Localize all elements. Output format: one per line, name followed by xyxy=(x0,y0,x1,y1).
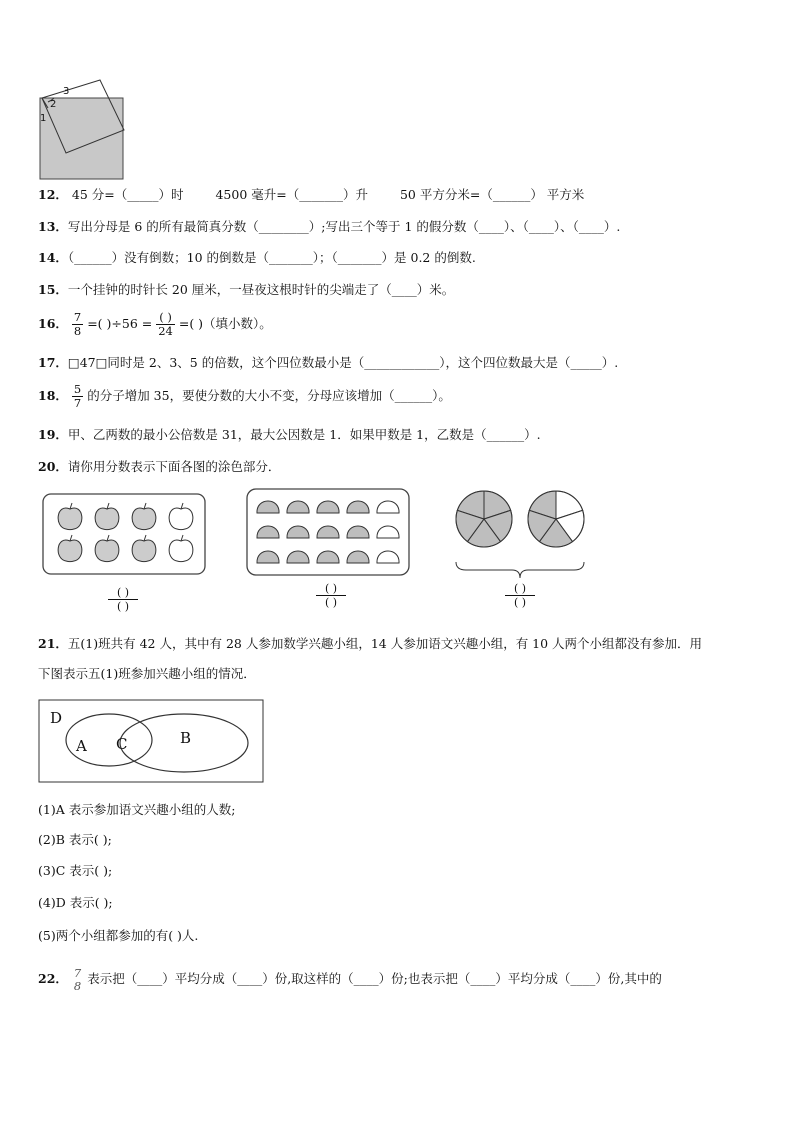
angle-label-1: 1 xyxy=(40,113,47,124)
q19-text: 甲、乙两数的最小公倍数是 31，最大公因数是 1．如果甲数是 1，乙数是（______）. xyxy=(67,427,541,442)
fraction-numerator: ( ) xyxy=(316,582,346,596)
venn-label-d: D xyxy=(50,709,63,727)
fruit-box-diagram xyxy=(244,486,412,578)
q16-tail: =( )（填小数）。 xyxy=(178,316,272,331)
apple-shaded xyxy=(132,508,156,530)
fruit-plain xyxy=(377,501,399,513)
apple-shaded xyxy=(132,540,156,562)
fruit-shaded xyxy=(347,551,369,563)
angle-label-2: 2 xyxy=(50,99,57,110)
q21-item-4: (4)D 表示( ); xyxy=(38,895,113,910)
q12-part1: 45 分=（_____）时 xyxy=(71,187,184,202)
question-15 xyxy=(38,282,454,298)
apple-shaded xyxy=(95,540,119,562)
question-number: 18． xyxy=(38,388,68,403)
q21-item-2: (2)B 表示( ); xyxy=(38,832,112,847)
question-19 xyxy=(38,427,541,443)
fruit-shaded xyxy=(317,526,339,538)
question-number: 21． xyxy=(38,636,68,651)
fraction-denominator: 8 xyxy=(73,324,82,338)
fraction-denominator: ( ) xyxy=(513,596,527,609)
q15-text: 一个挂钟的时针长 20 厘米，一昼夜这根时针的尖端走了（____）米。 xyxy=(67,282,455,297)
question-12 xyxy=(38,187,584,203)
question-21-line2 xyxy=(38,666,256,682)
q21-item-1: (1)A 表示参加语文兴趣小组的人数; xyxy=(38,802,236,817)
fraction-denominator: ( ) xyxy=(116,600,130,613)
fruit-shaded xyxy=(257,501,279,513)
circle-figure xyxy=(452,484,588,580)
apple-fraction xyxy=(108,586,138,613)
question-13 xyxy=(38,219,620,235)
q14-text: （______）没有倒数；10 的倒数是（_______）；（_______）是 0.2 的倒数. xyxy=(67,250,476,265)
fruit-shaded xyxy=(317,501,339,513)
q21-item-5: (5)两个小组都参加的有( )人. xyxy=(38,928,199,943)
angle-label-3: 3 xyxy=(63,86,70,97)
question-18 xyxy=(38,380,451,412)
fruit-shaded xyxy=(287,501,309,513)
question-number: 16． xyxy=(38,316,68,331)
apple-figure xyxy=(40,490,208,578)
fruit-plain xyxy=(377,526,399,538)
q16-middle: =( )÷56 = xyxy=(87,316,153,331)
question-number: 13． xyxy=(38,219,68,234)
fruit-plain xyxy=(377,551,399,563)
fruit-shaded xyxy=(257,526,279,538)
square-overlap-diagram xyxy=(38,78,128,182)
pie-circles-diagram xyxy=(452,484,588,580)
apple-shaded xyxy=(58,540,82,562)
fraction-7-8 xyxy=(72,967,83,993)
question-17 xyxy=(38,355,618,371)
fraction-numerator: 5 xyxy=(73,382,82,396)
venn-label-c: C xyxy=(116,735,128,753)
venn-svg xyxy=(38,699,265,784)
apple-plain xyxy=(169,540,193,562)
q13-text: 写出分母是 6 的所有最简真分数（________）;写出三个等于 1 的假分数（____）、（____）、（____）. xyxy=(67,219,621,234)
q21-item-3: (3)C 表示( ); xyxy=(38,863,113,878)
fraction-denominator: 7 xyxy=(73,396,82,410)
fraction-numerator: ( ) xyxy=(156,311,175,325)
question-16 xyxy=(38,308,272,340)
fraction-numerator: 7 xyxy=(73,965,82,980)
fruit-figure xyxy=(244,486,412,578)
fruit-shaded xyxy=(347,526,369,538)
fruit-shaded xyxy=(347,501,369,513)
fraction-numerator: 7 xyxy=(73,310,82,324)
q12-part3: 50 平方分米=（______） 平方米 xyxy=(399,187,585,202)
q22-text: 表示把（____）平均分成（____）份,取这样的（____）份;也表示把（____）平均分成（____）份,其中的 xyxy=(87,971,662,986)
q18-text: 的分子增加 35，要使分数的大小不变，分母应该增加（______）。 xyxy=(87,388,451,403)
fraction-numerator: ( ) xyxy=(108,586,138,600)
fraction-5-7 xyxy=(72,383,83,410)
apple-shaded xyxy=(95,508,119,530)
fruit-fraction xyxy=(316,582,346,609)
question-number: 19． xyxy=(38,427,68,442)
fraction-denominator: 8 xyxy=(73,978,82,993)
fruit-shaded xyxy=(287,526,309,538)
question-number: 15． xyxy=(38,282,68,297)
q12-part2: 4500 毫升=（_______）升 xyxy=(215,187,368,202)
fraction-7-8 xyxy=(72,311,83,338)
fruit-shaded xyxy=(287,551,309,563)
q17-text: □47□同时是 2、3、5 的倍数，这个四位数最小是（____________），这个四位数最大是（_____）. xyxy=(67,355,619,370)
fraction-blank-24 xyxy=(156,311,175,338)
question-14 xyxy=(38,250,476,266)
venn-diagram xyxy=(38,699,265,784)
fraction-denominator: 24 xyxy=(158,324,173,338)
fraction-numerator: ( ) xyxy=(505,582,535,596)
apple-shaded xyxy=(58,508,82,530)
question-number: 17． xyxy=(38,355,68,370)
venn-label-a: A xyxy=(76,737,87,755)
fruit-shaded xyxy=(257,551,279,563)
q21-line1: 五(1)班共有 42 人，其中有 28 人参加数学兴趣小组，14 人参加语文兴趣小组，有 10 人两个小组都没有参加．用 xyxy=(67,636,703,651)
question-21-line1 xyxy=(38,636,702,652)
fruit-shaded xyxy=(317,551,339,563)
question-number: 14． xyxy=(38,250,68,265)
apple-box-diagram xyxy=(40,490,208,578)
question-22 xyxy=(38,958,662,1000)
question-20 xyxy=(38,459,280,475)
q20-text: 请你用分数表示下面各图的涂色部分． xyxy=(67,459,281,474)
apple-plain xyxy=(169,508,193,530)
circle-fraction xyxy=(505,582,535,609)
question-number: 12． xyxy=(38,187,68,202)
q11-figure xyxy=(38,78,128,182)
venn-label-b: B xyxy=(180,729,192,747)
question-number: 20． xyxy=(38,459,68,474)
question-number: 22． xyxy=(38,971,68,986)
q21-line2: 下图表示五(1)班参加兴趣小组的情况． xyxy=(38,666,256,681)
fraction-denominator: ( ) xyxy=(324,596,338,609)
